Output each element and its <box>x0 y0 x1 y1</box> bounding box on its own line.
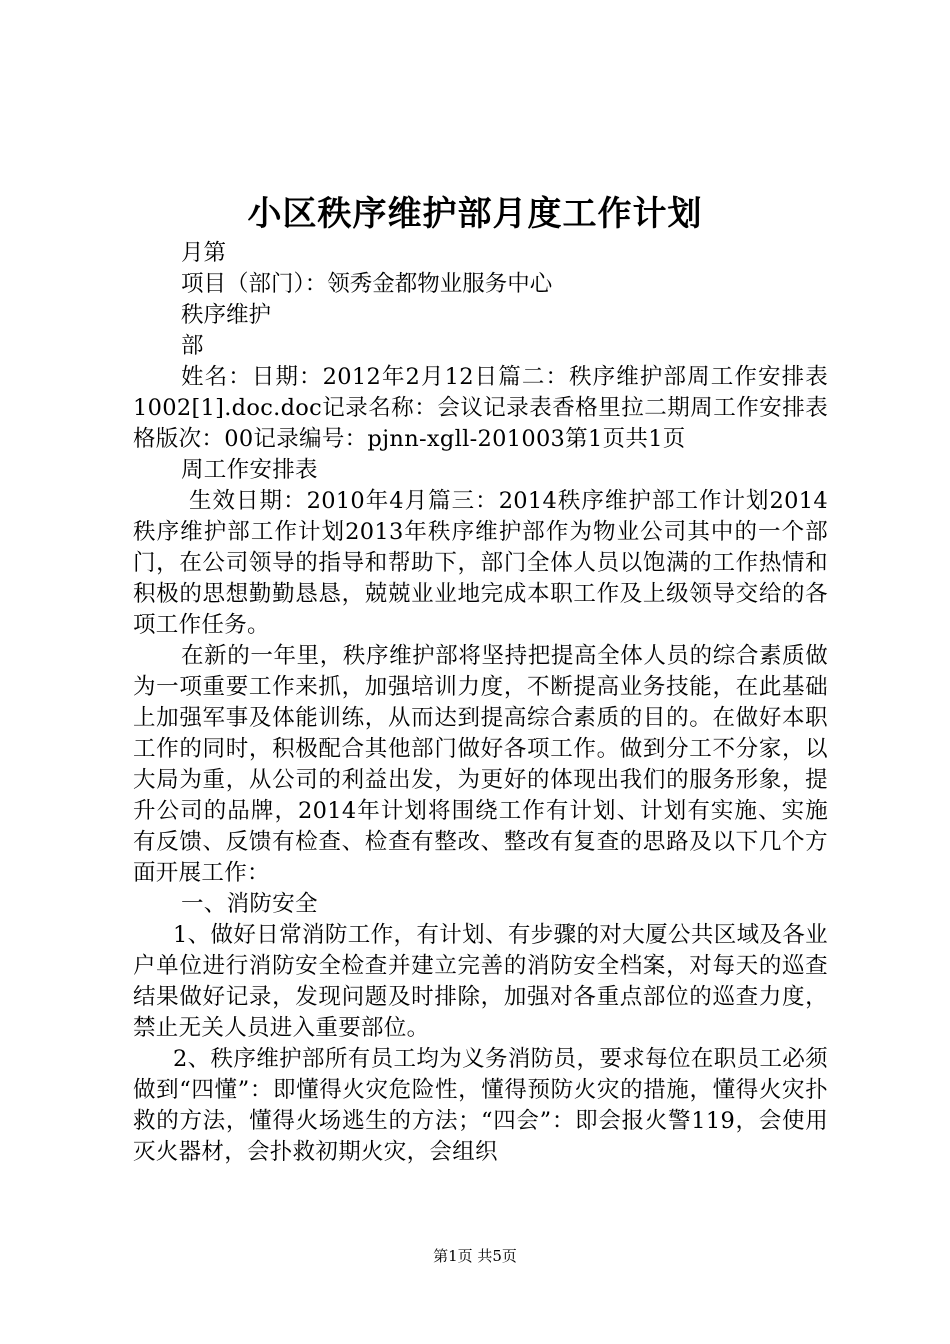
paragraph: 2、秩序维护部所有员工均为义务消防员，要求每位在职员工必须做到“四懂”：即懂得火灾危险性，懂得预防火灾的措施，懂得火灾扑救的方法，懂得火场逃生的方法；“四会”：即会报火警119，会使用灭火器材，会扑救初期火灾，会组织 <box>133 1046 828 1165</box>
paragraph: 1、做好日常消防工作，有计划、有步骤的对大厦公共区域及各业户单位进行消防安全检查并建立完善的消防安全档案，对每天的巡查结果做好记录，发现问题及时排除，加强对各重点部位的巡查力度，禁止无关人员进入重要部位。 <box>133 922 828 1041</box>
page-footer: 第1页 共5页 <box>433 1247 517 1265</box>
section-heading: 一、消防安全 <box>181 891 318 917</box>
paragraph: 姓名：日期：2012年2月12日篇二：秩序维护部周工作安排表1002[1].doc.doc记录名称：会议记录表香格里拉二期周工作安排表格版次：00记录编号：pjnn-xgll-201003第1页共1页 <box>133 364 828 452</box>
text-line: 月第 <box>181 240 227 266</box>
text-line: 部 <box>181 333 204 359</box>
document-body <box>133 238 828 1168</box>
paragraph: 在新的一年里，秩序维护部将坚持把提高全体人员的综合素质做为一项重要工作来抓，加强培训力度，不断提高业务技能，在此基础上加强军事及体能训练，从而达到提高综合素质的目的。在做好本职工作的同时，积极配合其他部门做好各项工作。做到分工不分家，以大局为重，从公司的利益出发，为更好的体现出我们的服务形象，提升公司的品牌，2014年计划将围绕工作有计划、计划有实施、实施有反馈、反馈有检查、检查有整改、整改有复查的思路及以下几个方面开展工作： <box>133 643 828 886</box>
page-title: 小区秩序维护部月度工作计划 <box>247 194 703 234</box>
text-line: 秩序维护 <box>181 302 272 328</box>
paragraph: 生效日期：2010年4月篇三：2014秩序维护部工作计划2014秩序维护部工作计划2013年秩序维护部作为物业公司其中的一个部门，在公司领导的指导和帮助下，部门全体人员以饱满的工作热情和积极的思想勤勤恳恳，兢兢业业地完成本职工作及上级领导交给的各项工作任务。 <box>133 488 828 638</box>
paragraph: 周工作安排表 <box>181 457 318 483</box>
text-line: 项目（部门）：领秀金都物业服务中心 <box>181 271 553 297</box>
